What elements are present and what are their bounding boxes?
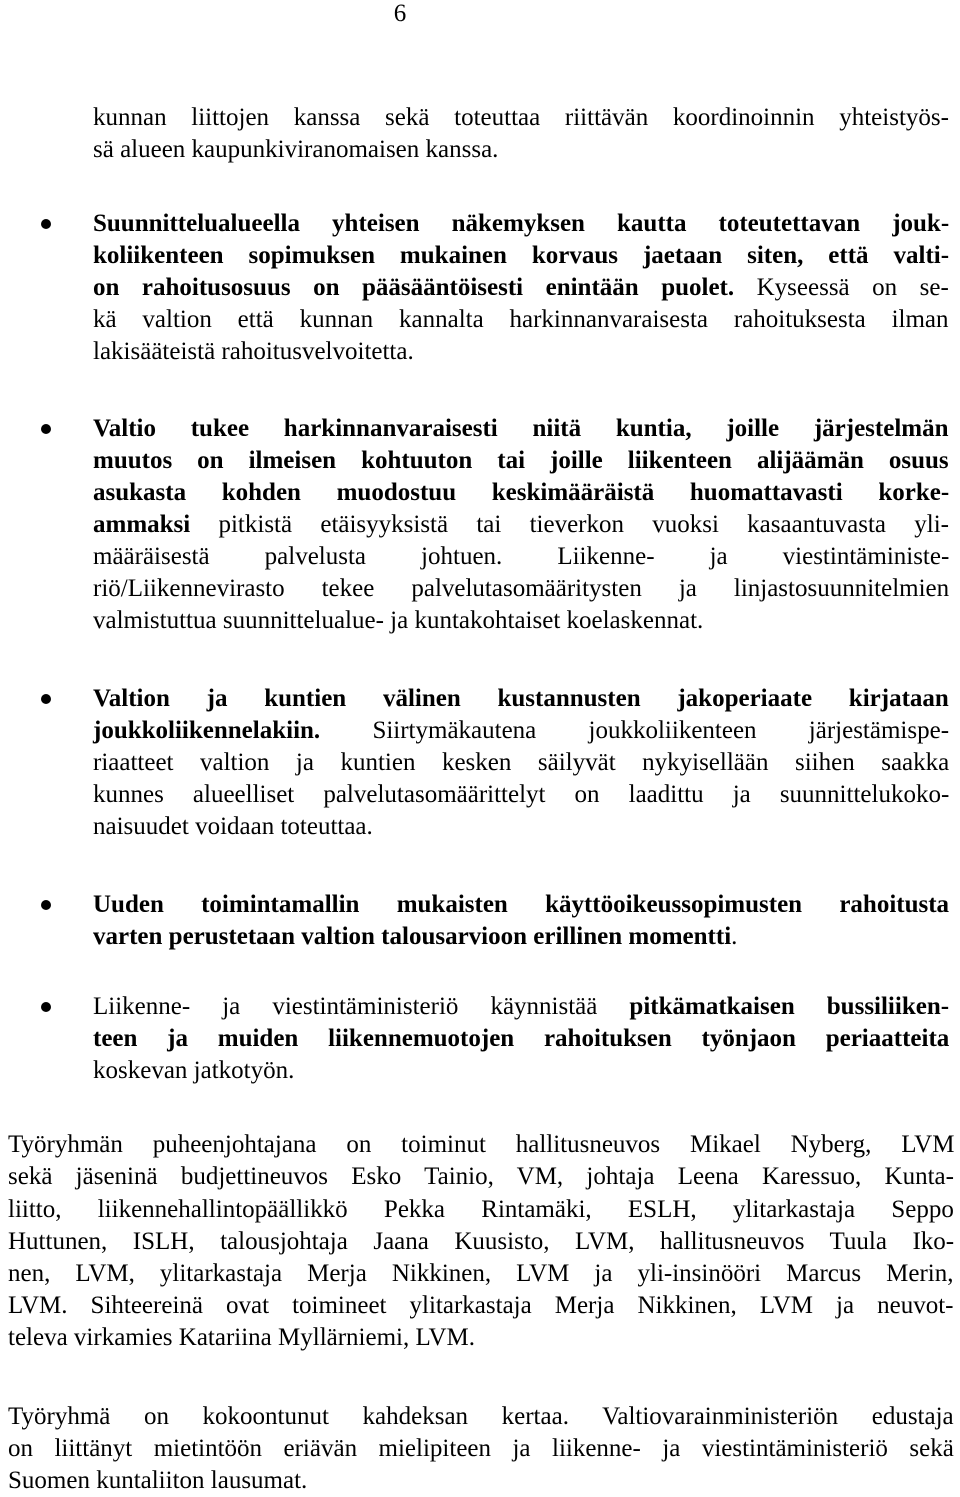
bullet-dot-icon <box>41 694 51 704</box>
paragraph-line: televa virkamies Katariina Myllärniemi, LVM. <box>8 1324 476 1351</box>
bullet-line <box>93 1055 294 1087</box>
bullet-line <box>93 208 949 240</box>
bullet-line <box>93 573 949 605</box>
bullet-dot-icon <box>41 900 51 910</box>
bold-text: on rahoitusosuus on pääsääntöisesti enintään puolet. <box>93 274 735 301</box>
paragraph-line: Huttunen, ISLH, talousjohtaja Jaana Kuusisto, LVM, hallitusneuvos Tuula Iko- <box>8 1228 955 1255</box>
paragraph-line: nen, LVM, ylitarkastaja Merja Nikkinen, LVM ja yli-insinööri Marcus Merin, <box>8 1260 954 1287</box>
bullet-line <box>93 445 949 477</box>
text: kä valtion että kunnan kannalta harkinnanvaraisesta rahoituksesta ilman <box>93 306 949 333</box>
bold-text: Uuden toimintamallin mukaisten käyttöoikeussopimusten rahoitusta <box>93 891 950 918</box>
text: . <box>731 923 738 950</box>
bold-text: ammaksi <box>93 511 191 538</box>
bullet-line <box>93 336 414 368</box>
bullet-line <box>93 272 949 304</box>
text: riö/Liikennevirasto tekee palvelutasomääritysten ja linjastosuunnitelmien <box>93 575 950 602</box>
text: kunnes alueelliset palvelutasomäärittelyt on laadittu ja suunnittelukoko- <box>93 781 950 808</box>
bullet-line <box>93 1023 949 1055</box>
bullet-dot-icon <box>41 219 51 229</box>
paragraph-line: sekä jäseninä budjettineuvos Esko Tainio, VM, johtaja Leena Karessuo, Kunta- <box>8 1163 954 1190</box>
bullet-line <box>93 811 373 843</box>
paragraph-line: Työryhmä on kokoontunut kahdeksan kertaa. Valtiovarainministeriön edustaja <box>8 1403 954 1430</box>
bold-text: Valtio tukee harkinnanvaraisesti niitä kuntia, joille järjestelmän <box>93 415 949 442</box>
bullet-line <box>93 413 949 445</box>
bullet-line <box>93 715 949 747</box>
bullet-line <box>93 921 737 953</box>
paragraph-line: Työryhmän puheenjohtajana on toiminut hallitusneuvos Mikael Nyberg, LVM <box>8 1131 955 1158</box>
intro-line: sä alueen kaupunkiviranomaisen kanssa. <box>93 136 499 163</box>
bold-text: Valtion ja kuntien välinen kustannusten jakoperiaate kirjataan <box>93 685 949 712</box>
bullet-line <box>93 991 949 1023</box>
bold-text: asukasta kohden muodostuu keskimääräistä huomattavasti korke- <box>93 479 950 506</box>
paragraph-line: Suomen kuntaliiton lausumat. <box>8 1467 308 1494</box>
text: määräisestä palvelusta johtuen. Liikenne- ja viestintäministe- <box>93 543 950 570</box>
intro-line: kunnan liittojen kanssa sekä toteuttaa riittävän koordinoinnin yhteistyös- <box>93 104 949 131</box>
bold-text: joukkoliikennelakiin. <box>93 717 321 744</box>
bullet-line <box>93 605 703 637</box>
bullet-line <box>93 779 949 811</box>
bullet-line <box>93 477 949 509</box>
text: lakisääteistä rahoitusvelvoitetta. <box>93 338 414 365</box>
bullet-line <box>93 541 949 573</box>
text: pitkistä etäisyyksistä tai tieverkon vuoksi kasaantuvasta yli- <box>190 511 949 538</box>
text: Kyseessä on se- <box>734 274 949 301</box>
bold-text: muutos on ilmeisen kohtuuton tai joille liikenteen alijäämän osuus <box>93 447 949 474</box>
bullet-line <box>93 240 949 272</box>
text: koskevan jatkotyön. <box>93 1057 295 1084</box>
bold-text: varten perustetaan valtion talousarvioon erillinen momentti <box>93 923 732 950</box>
text: valmistuttua suunnittelualue- ja kuntakohtaiset koelaskennat. <box>93 607 704 634</box>
text: naisuudet voidaan toteuttaa. <box>93 813 373 840</box>
bullet-dot-icon <box>41 424 51 434</box>
bold-text: pitkämatkaisen bussiliiken- <box>629 993 950 1020</box>
bold-text: Suunnittelualueella yhteisen näkemyksen kautta toteutettavan jouk- <box>93 210 950 237</box>
text: Siirtymäkautena joukkoliikenteen järjestämispe- <box>320 717 950 744</box>
bold-text: teen ja muiden liikennemuotojen rahoituksen työnjaon periaatteita <box>93 1025 950 1052</box>
bold-text: koliikenteen sopimuksen mukainen korvaus jaetaan siten, että valti- <box>93 242 950 269</box>
page-number: 6 <box>393 0 407 27</box>
text: riaatteet valtion ja kuntien kesken säilyvät nykyisellään siihen saakka <box>93 749 950 776</box>
bullet-line <box>93 304 949 336</box>
paragraph-line: LVM. Sihteereinä ovat toimineet ylitarkastaja Merja Nikkinen, LVM ja neuvot- <box>8 1292 954 1319</box>
paragraph-line: liitto, liikennehallintopäällikkö Pekka Rintamäki, ESLH, ylitarkastaja Seppo <box>8 1196 954 1223</box>
bullet-dot-icon <box>41 1002 51 1012</box>
text: Liikenne- ja viestintäministeriö käynnistää <box>93 993 630 1020</box>
bullet-line <box>93 683 949 715</box>
bullet-line <box>93 747 949 779</box>
bullet-line <box>93 509 949 541</box>
bullet-line <box>93 889 949 921</box>
paragraph-line: on liittänyt mietintöön eriävän mielipiteen ja liikenne- ja viestintäministeriö sekä <box>8 1435 954 1462</box>
